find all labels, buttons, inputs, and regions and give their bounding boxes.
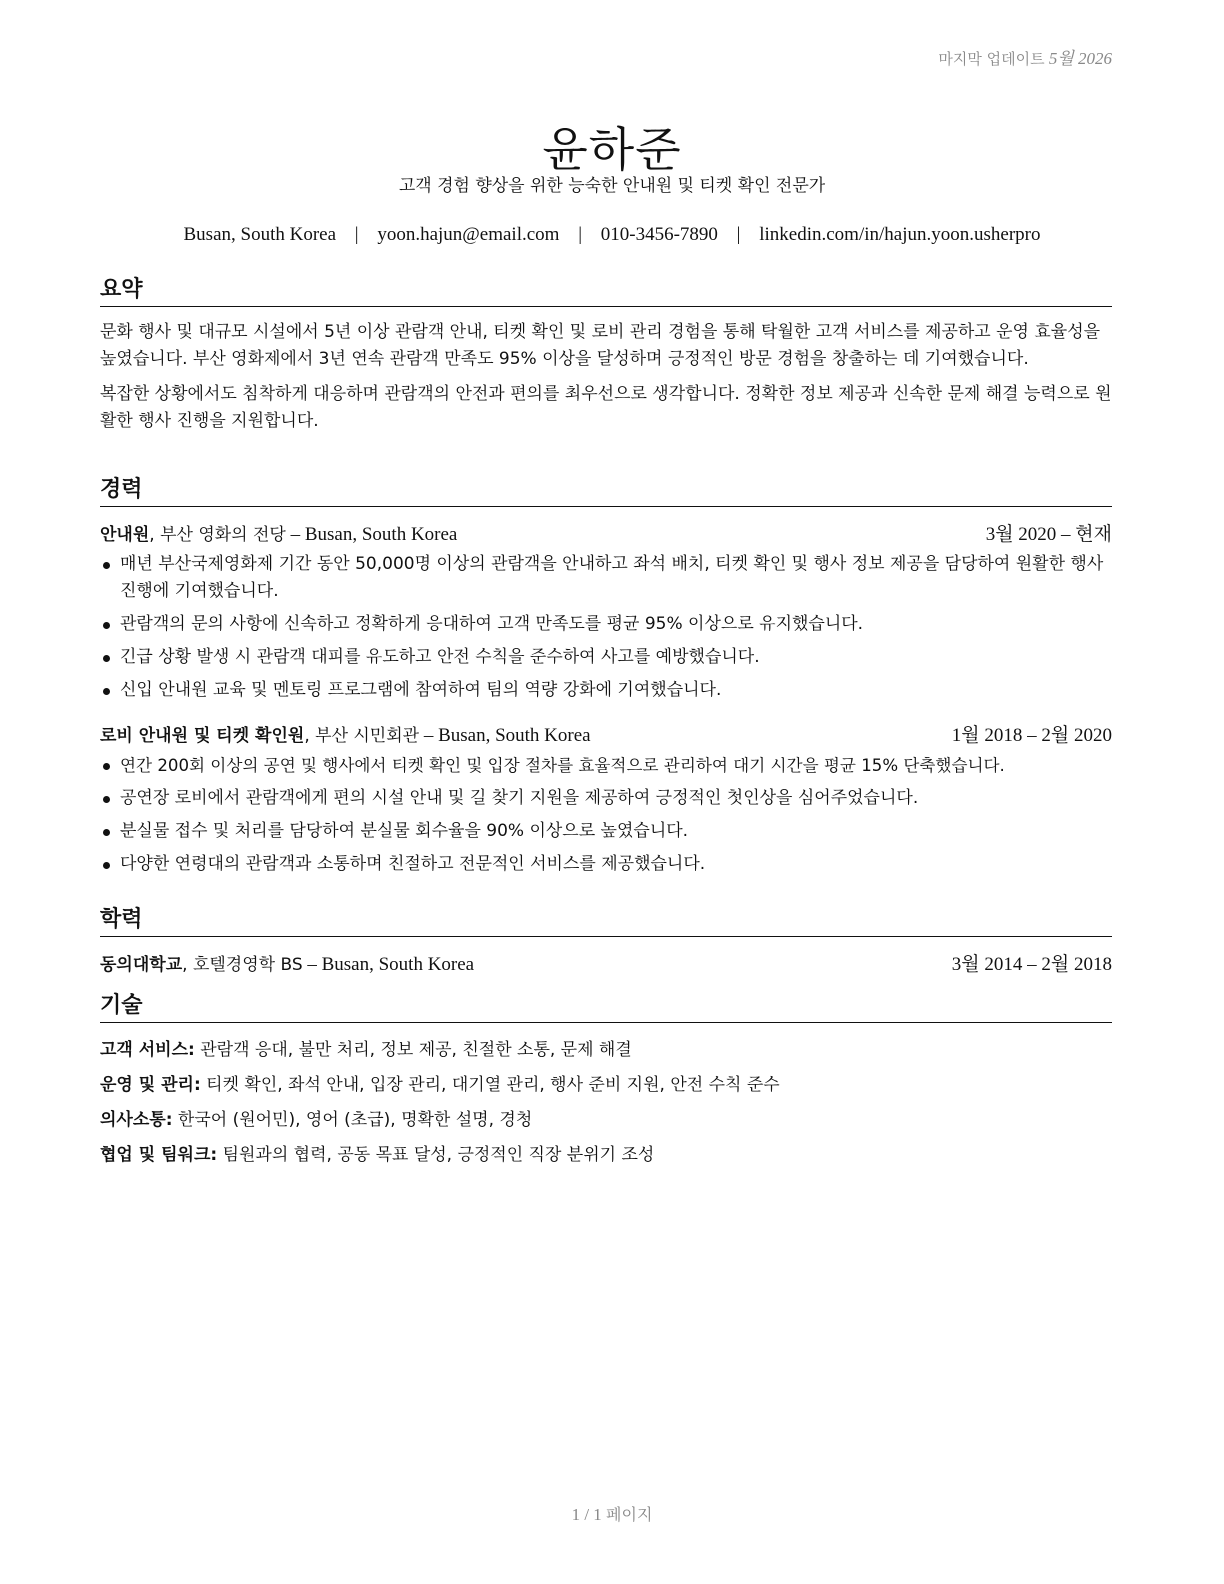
job-dates: 3월 2020 – 현재 [985,524,1112,545]
contact-phone: 010-3456-7890 [600,224,718,245]
skill-value: 관람객 응대, 불만 처리, 정보 제공, 친절한 소통, 문제 해결 [200,1040,632,1060]
contact-separator: | [736,224,741,245]
candidate-name: 윤하준 [542,123,682,179]
skill-row [100,1072,1112,1099]
education-location: Busan, South Korea [321,954,475,975]
page-number [0,1502,1224,1525]
job-org: 부산 영화의 전당 [160,525,286,545]
contact-email[interactable]: yoon.hajun@email.com [377,224,560,245]
page-count: 1 / 1 [571,1505,602,1524]
section-title-education: 학력 [100,906,1112,937]
education-entry: 동의대학교, 호텔경영학 BS – Busan, South Korea 3월 2014 – 2월 2018 [100,951,1112,979]
last-updated-date: 5월 2026 [1048,49,1112,68]
summary-paragraph: 복잡한 상황에서도 침착하게 대응하며 관람객의 안전과 편의를 최우선으로 생각합니다. 정확한 정보 제공과 신속한 문제 해결 능력으로 원활한 행사 진행을 지원합니다. [100,384,1112,431]
section-title-summary: 요약 [100,276,1112,307]
skill-row [100,1037,1112,1064]
skill-label: 의사소통: [100,1110,173,1130]
job-location: Busan, South Korea [438,725,591,746]
last-updated [938,44,1112,69]
education-dates: 3월 2014 – 2월 2018 [951,954,1112,975]
job-org: 부산 시민회관 [315,726,420,746]
list-item: 다양한 연령대의 관람객과 소통하며 친절하고 전문적인 서비스를 제공했습니다. [100,851,1112,878]
job-role: 로비 안내원 및 티켓 확인원 [100,726,305,746]
job-entry [100,521,1112,704]
list-item: 매년 부산국제영화제 기간 동안 50,000명 이상의 관람객을 안내하고 좌석 배치, 티켓 확인 및 행사 정보 제공을 담당하여 원활한 행사 진행에 기여했습니다. [100,551,1112,605]
skill-label: 고객 서비스: [100,1040,195,1060]
job-entry [100,722,1112,878]
contact-location: Busan, South Korea [183,224,337,245]
experience-section [100,476,1112,884]
contact-separator: | [578,224,583,245]
section-title-skills: 기술 [100,992,1112,1023]
education-degree: 호텔경영학 BS [192,955,303,975]
contact-separator: | [354,224,359,245]
skill-value: 티켓 확인, 좌석 안내, 입장 관리, 대기열 관리, 행사 준비 지원, 안전 수칙 준수 [206,1075,780,1095]
job-role: 안내원 [100,525,150,545]
tagline: 고객 경험 향상을 위한 능숙한 안내원 및 티켓 확인 전문가 [398,176,826,196]
job-bullets [100,752,1112,878]
skill-label: 협업 및 팀워크: [100,1145,218,1165]
last-updated-label: 마지막 업데이트 [938,50,1045,68]
job-bullets [100,551,1112,704]
job-header: 안내원, 부산 영화의 전당 – Busan, South Korea 3월 2020 – 현재 [100,521,1112,549]
list-item: 연간 200회 이상의 공연 및 행사에서 티켓 확인 및 입장 절차를 효율적으로 관리하여 대기 시간을 평균 15% 단축했습니다. [100,752,1112,779]
summary-paragraph: 문화 행사 및 대규모 시설에서 5년 이상 관람객 안내, 티켓 확인 및 로비 관리 경험을 통해 탁월한 고객 서비스를 제공하고 운영 효율성을 높였습니다. 부산 영화제에서 3년 연속 관람객 만족도 95% 이상을 달성하며 긍정적인 방문 경험을 창출하는 데 기여했습니다. [100,322,1101,369]
education-section [100,906,1112,979]
summary-section [100,276,1112,435]
section-title-experience: 경력 [100,476,1112,507]
list-item: 공연장 로비에서 관람객에게 편의 시설 안내 및 길 찾기 지원을 제공하여 긍정적인 첫인상을 심어주었습니다. [100,785,1112,812]
skill-value: 팀원과의 협력, 공동 목표 달성, 긍정적인 직장 분위기 조성 [222,1145,655,1165]
list-item: 관람객의 문의 사항에 신속하고 정확하게 응대하여 고객 만족도를 평균 95% 이상으로 유지했습니다. [100,611,1112,638]
list-item: 분실물 접수 및 처리를 담당하여 분실물 회수율을 90% 이상으로 높였습니다. [100,818,1112,845]
list-item: 신입 안내원 교육 및 멘토링 프로그램에 참여하여 팀의 역량 강화에 기여했습니다. [100,677,1112,704]
skill-row [100,1107,1112,1134]
skill-label: 운영 및 관리: [100,1075,201,1095]
skill-row [100,1142,1112,1169]
skills-section [100,992,1112,1177]
education-school: 동의대학교 [100,955,183,975]
job-header: 로비 안내원 및 티켓 확인원, 부산 시민회관 – Busan, South Korea 1월 2018 – 2월 2020 [100,722,1112,750]
job-location: Busan, South Korea [304,524,458,545]
page-label: 페이지 [606,1505,653,1524]
contact-linkedin[interactable]: linkedin.com/in/hajun.yoon.usherpro [759,224,1041,245]
list-item: 긴급 상황 발생 시 관람객 대피를 유도하고 안전 수칙을 준수하여 사고를 예방했습니다. [100,644,1112,671]
contact-line [0,224,1224,246]
skill-value: 한국어 (원어민), 영어 (초급), 명확한 설명, 경청 [177,1110,533,1130]
job-dates: 1월 2018 – 2월 2020 [951,725,1112,746]
